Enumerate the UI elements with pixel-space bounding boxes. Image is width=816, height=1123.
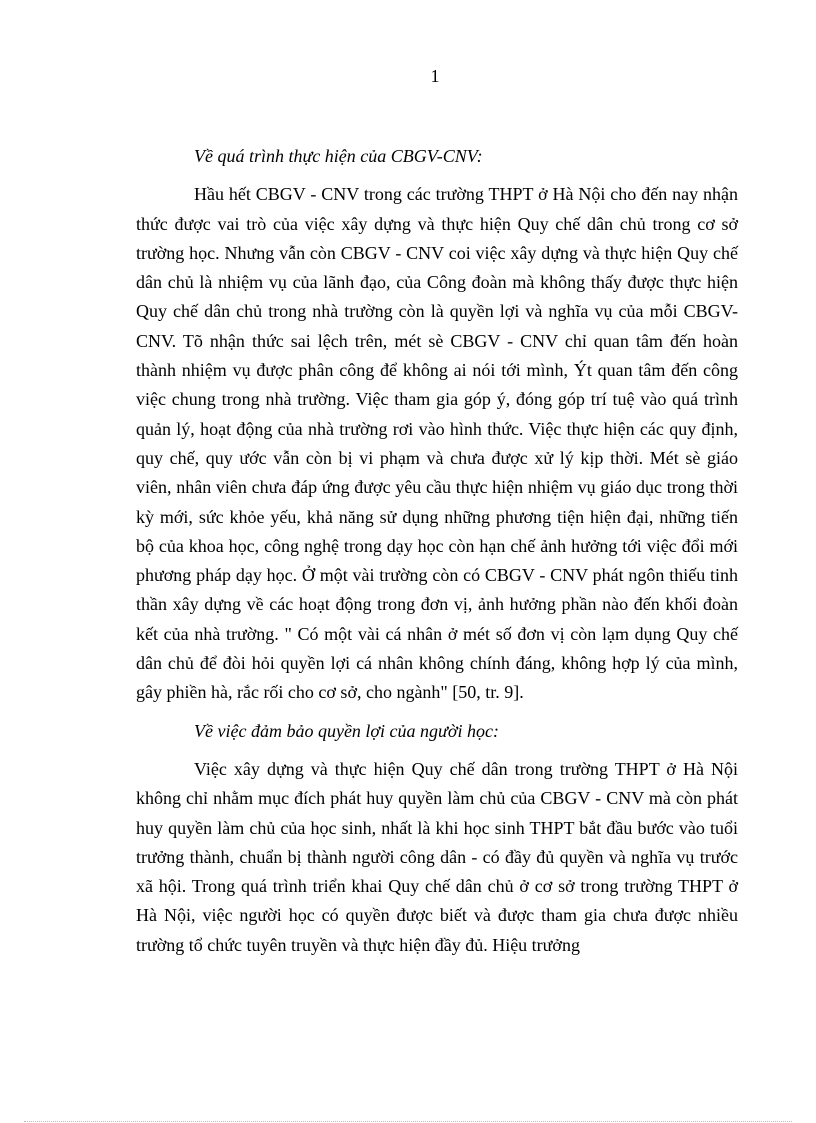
page-bottom-edge (24, 1121, 792, 1122)
spacer (136, 171, 738, 180)
document-body (136, 142, 738, 960)
page-number: 1 (430, 66, 440, 86)
spacer (136, 708, 738, 717)
paragraph-staff: Hầu hết CBGV - CNV trong các trường THPT ở Hà Nội cho đến nay nhận thức được vai trò của việc xây dựng và thực hiện Quy chế dân chủ trong cơ sở trường học. Nhưng vẫn còn CBGV - CNV coi việc xây dựng và thực hiện Quy chế dân chủ là nhiệm vụ của lãnh đạo, của Công đoàn mà không thấy được thực hiện Quy chế dân chủ trong nhà trường còn là quyền lợi và nghĩa vụ của mỗi CBGV-CNV. Tõ nhận thức sai lệch trên, mét sè CBGV - CNV chỉ quan tâm đến hoàn thành nhiệm vụ được phân công để không ai nói tới mình, Ýt quan tâm đến công việc chung trong nhà trường. Việc tham gia góp ý, đóng góp trí tuệ vào quá trình quản lý, hoạt động của nhà trường rơi vào hình thức. Việc thực hiện các quy định, quy chế, quy ước vẫn còn bị vi phạm và chưa được xử lý kịp thời. Mét sè giáo viên, nhân viên chưa đáp ứng được yêu cầu thực hiện nhiệm vụ giáo dục trong thời kỳ mới, sức khỏe yếu, khả năng sử dụng những phương tiện hiện đại, những tiến bộ của khoa học, công nghệ trong dạy học còn hạn chế ảnh hưởng tới việc đổi mới phương pháp dạy học. Ở một vài trường còn có CBGV - CNV phát ngôn thiếu tinh thần xây dựng về các hoạt động trong đơn vị, ảnh hưởng phần nào đến khối đoàn kết của nhà trường. " Có một vài cá nhân ở mét số đơn vị còn lạm dụng Quy chế dân chủ để đòi hỏi quyền lợi cá nhân không chính đáng, không hợp lý của mình, gây phiền hà, rắc rối cho cơ sở, cho ngành" [50, tr. 9]. (136, 184, 738, 703)
paragraph-learners: Việc xây dựng và thực hiện Quy chế dân trong trường THPT ở Hà Nội không chỉ nhằm mục đích phát huy quyền làm chủ của CBGV - CNV mà còn phát huy quyền làm chủ của học sinh, nhất là khi học sinh THPT bắt đầu bước vào tuổi trưởng thành, chuẩn bị thành người công dân - có đầy đủ quyền và nghĩa vụ trước xã hội. Trong quá trình triển khai Quy chế dân chủ ở cơ sở trong trường THPT ở Hà Nội, việc người học có quyền được biết và được tham gia chưa được nhiều trường tổ chức tuyên truyền và thực hiện đầy đủ. Hiệu trưởng (136, 758, 738, 955)
spacer (136, 746, 738, 755)
section-heading-staff: Về quá trình thực hiện của CBGV-CNV: (194, 146, 483, 166)
section-heading-learners: Về việc đảm bảo quyền lợi của người học: (194, 720, 499, 741)
